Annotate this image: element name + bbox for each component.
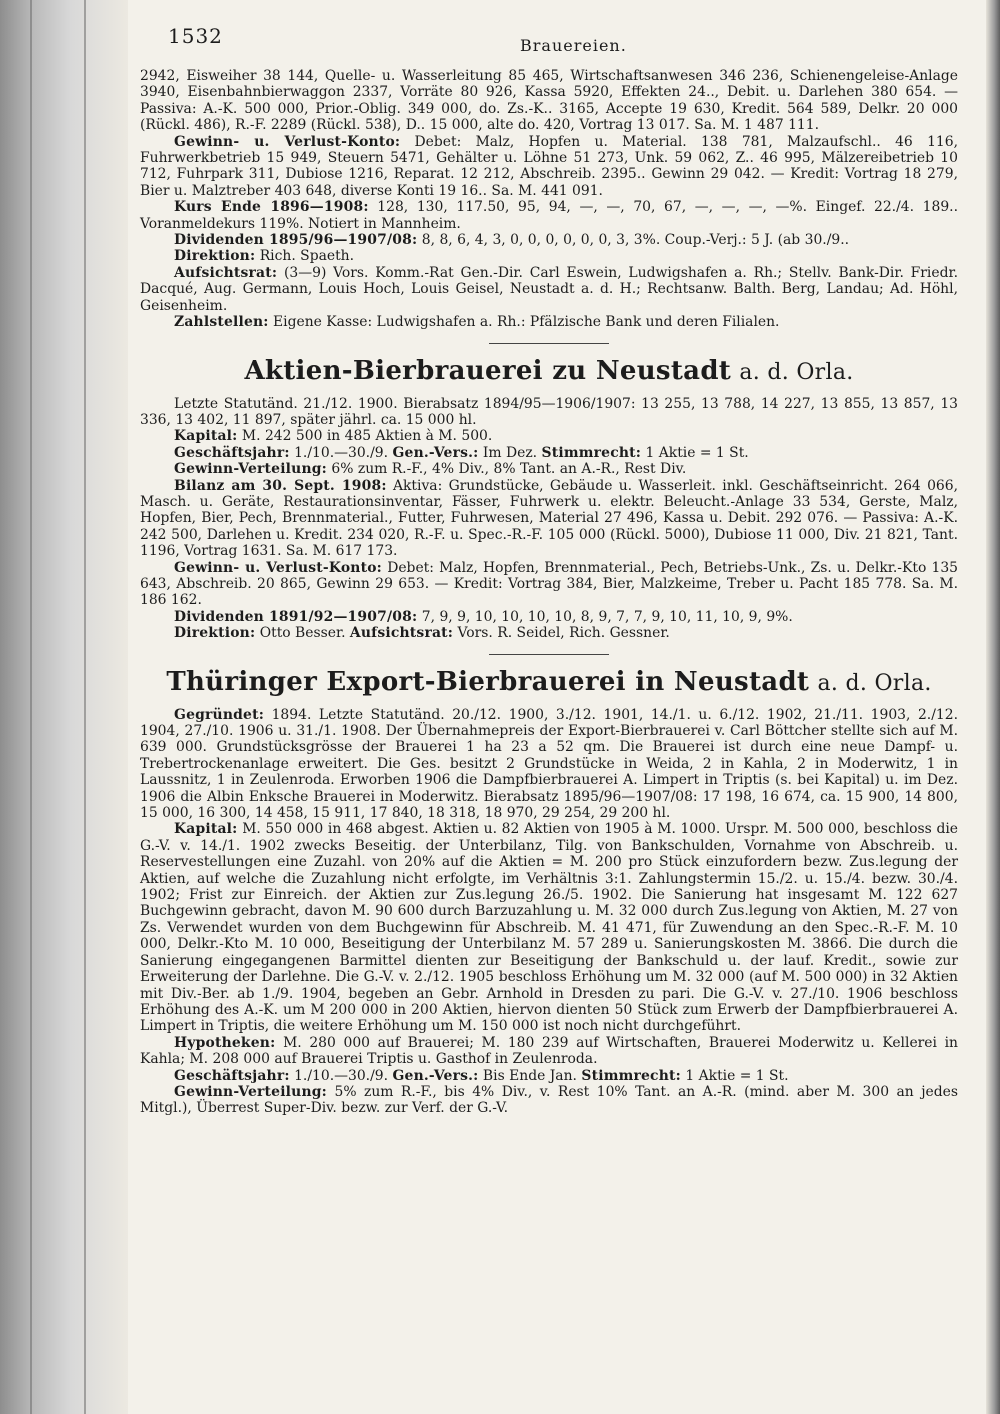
capital-entry — [140, 428, 958, 444]
founded-text: 1894. Letzte Statutänd. 20./12. 1900, 3./12. 1901, 14./1. u. 6./12. 1902, 21./11. 1903, 2./12. 1904, 27./10. 1906 u. 31./1. 1908. Der Übernahmepreis der Export-Bierbrauerei v. Carl Böttcher stellte sich auf M. 639 000. Grundstücksgrösse der Brauerei 1 ha 23 a 52 qm. Die Brauerei ist durch eine neue Dampf- u. Trebertrockenanlage erweitert. Die Ges. besitzt 2 Grundstücke in Weida, 2 in Kahla, 2 in Moderwitz, 1 in Laussnitz, 1 in Zeulenroda. Erworben 1906 die Dampfbierbrauerei A. Limpert in Triptis (s. bei Kapital) u. im Dez. 1906 die Albin Enksche Brauerei in Moderwitz. Bierabsatz 1895/96—1907/08: 17 198, 16 674, ca. 15 900, 14 800, 15 000, 16 300, 14 458, 15 911, 17 840, 18 318, 18 970, 29 254, 29 200 hl. — [140, 706, 958, 822]
dividends-entry — [140, 232, 958, 248]
supervisory-board-label: Aufsichtsrat: — [174, 264, 278, 281]
fiscal-year-label: Geschäftsjahr: — [174, 444, 290, 461]
capital-text: M. 242 500 in 485 Aktien à M. 500. — [241, 428, 493, 445]
dividends-entry — [140, 609, 958, 625]
page-number: 1532 — [168, 24, 223, 48]
general-meeting-label: Gen.-Vers.: — [392, 444, 479, 461]
profit-loss-text: Debet: Malz, Hopfen, Brennmaterial., Pech, Betriebs-Unk., Zs. u. Delkr.-Kto 135 643, Abschreib. 20 865, Gewinn 29 653. — Kredit: Vortrag 384, Bier, Malzkeime, Treber u. Pacht 185 778. Sa. M. 186 162. — [140, 559, 958, 609]
management-label: Direktion: — [174, 625, 256, 642]
fiscal-year-text: 1./10.—30./9. — [294, 444, 389, 461]
profit-loss-label: Gewinn- u. Verlust-Konto: — [174, 133, 401, 150]
mortgages-text: M. 280 000 auf Brauerei; M. 180 239 auf Wirtschaften, Brauerei Moderwitz u. Kellerei in Kahla; M. 208 000 auf Brauerei Triptis u. Gasthof in Zeulenroda. — [140, 1034, 958, 1068]
profit-distribution-entry — [140, 461, 958, 477]
founded-label: Gegründet: — [174, 706, 265, 723]
mortgages-label: Hypotheken: — [174, 1034, 276, 1051]
paying-agents-label: Zahlstellen: — [174, 314, 269, 331]
profit-distribution-entry — [140, 1084, 958, 1117]
general-meeting-label: Gen.-Vers.: — [392, 1067, 479, 1084]
fiscal-year-label: Geschäftsjahr: — [174, 1067, 290, 1084]
profit-loss-entry — [140, 560, 958, 609]
management-text: Otto Besser. — [259, 625, 346, 642]
company-location: a. d. Orla. — [817, 670, 932, 696]
balance-sheet-text: Aktiva: Grundstücke, Gebäude u. Wasserleit. inkl. Geschäftseinricht. 264 066, Masch. u. Geräte, Restaurationsinventar, Fässer, Fuhrwerk u. elektr. Beleucht.-Anlage 33 534, Gerste, Malz, Hopfen, Bier, Pech, Brennmaterial., Futter, Fuhrwesen, Material 27 496, Kassa u. Debit. 292 076. — Passiva: A.-K. 242 500, Darlehen u. Kredit. 234 020, R.-F. u. Spec.-R.-F. 105 000 (Rückl. 5000), Dubiose 11 000, Div. 21 821, Tant. 1196, Vortrag 1631. Sa. M. 617 173. — [140, 477, 959, 560]
book-binding-shadow — [0, 0, 128, 1414]
section-thueringer-export — [140, 707, 958, 1117]
dividends-text: 8, 8, 6, 4, 3, 0, 0, 0, 0, 0, 0, 3, 3%. Coup.-Verj.: 5 J. (ab 30./9.. — [421, 232, 850, 249]
running-title: Brauereien. — [520, 36, 627, 55]
dividends-label: Dividenden 1891/92—1907/08: — [174, 608, 418, 625]
page-header — [140, 18, 958, 54]
intro-text: Letzte Statutänd. 21./12. 1900. Bierabsatz 1894/95—1906/1907: 13 255, 13 788, 14 227, 13 855, 13 857, 13 336, 13 402, 11 897, später jährl. ca. 15 000 hl. — [140, 395, 958, 428]
section-divider — [489, 654, 609, 655]
management-entry — [140, 625, 958, 641]
paying-agents-entry — [140, 314, 958, 330]
profit-distribution-text: 5% zum R.-F., bis 4% Div., v. Rest 10% Tant. an A.-R. (mind. aber M. 300 an jedes Mitgl.), Überrest Super-Div. bezw. zur Verf. der G.-V. — [140, 1083, 959, 1117]
capital-label: Kapital: — [174, 821, 238, 838]
fiscal-meeting-entry — [140, 445, 958, 461]
paying-agents-text: Eigene Kasse: Ludwigshafen a. Rh.: Pfälzische Bank und deren Filialen. — [273, 314, 780, 331]
profit-distribution-label: Gewinn-Verteilung: — [174, 1083, 327, 1100]
company-title-aktien-bierbrauerei — [140, 356, 958, 388]
dividends-label: Dividenden 1895/96—1907/08: — [174, 232, 418, 249]
binding-fold-line — [84, 0, 86, 1414]
voting-right-label: Stimmrecht: — [541, 444, 642, 461]
balance-continuation: 2942, Eisweiher 38 144, Quelle- u. Wasserleitung 85 465, Wirtschaftsanwesen 346 236, Schienengeleise-Anlage 3940, Eisenbahnbierwaggon 2337, Vorräte 80 926, Kassa 5920, Effekten 24.., Debit. u. Darlehen 380 654. — Passiva: A.-K. 500 000, Prior.-Oblig. 349 000, do. Zs.-K.. 3165, Accepte 19 630, Kredit. 564 589, Delkr. 20 000 (Rückl. 486), R.-F. 2289 (Rückl. 538), D.. 15 000, alte do. 420, Vortrag 13 017. Sa. M. 1 487 111. — [140, 68, 958, 134]
voting-right-label: Stimmrecht: — [581, 1067, 681, 1084]
binding-fold-line — [30, 0, 32, 1414]
profit-loss-text: Debet: Malz, Hopfen u. Material. 138 781, Malzaufschl.. 46 116, Fuhrwerkbetrieb 15 949, Steuern 5471, Gehälter u. Löhne 51 273, Unk. 59 062, Z.. 46 995, Mälzereibetrieb 10 712, Fuhrpark 311, Dubiose 1216, Reparat. 12 212, Abschreib. 2395.. Gewinn 29 042. — Kredit: Vortrag 18 279, Bier u. Malztreber 403 648, diverse Konti 19 16.. Sa. M. 441 091. — [140, 133, 958, 199]
supervisory-board-text: Vors. R. Seidel, Rich. Gessner. — [457, 625, 670, 642]
profit-loss-entry — [140, 134, 958, 200]
profit-loss-label: Gewinn- u. Verlust-Konto: — [174, 559, 383, 576]
general-meeting-text: Bis Ende Jan. — [482, 1067, 577, 1084]
capital-text: M. 550 000 in 468 abgest. Aktien u. 82 Aktien von 1905 à M. 1000. Urspr. M. 500 000, beschloss die G.-V. v. 14./1. 1902 zwecks Beseitig. der Unterbilanz, Tilg. von Bankschulden, Vornahme von Abschreib. u. Reservestellungen eine Zuzahl. von 20% auf die Aktien = M. 200 pro Stück einzufordern bezw. Zus.legung der Aktien, auf welche die Zuzahlung nicht erfolgte, im Verhältnis 3:1. Zahlungstermin 15./2. u. 15./4. bezw. 30./4. 1902; Frist zur Einreich. der Aktien zur Zus.legung 26./5. 1902. Die Sanierung hat insgesamt M. 122 627 Buchgewinn gebracht, davon M. 90 600 durch Barzuzahlung u. M. 32 000 durch Zus.legung von Aktien, M. 27 von Zs. Verwendet wurden von dem Buchgewinn für Abschreib. M. 41 471, für Zuwendung an den Spec.-R.-F. M. 10 000, Delkr.-Kto M. 10 000, Beseitigung der Unterbilanz M. 57 289 u. Sanierungskosten M. 3866. Die durch die Sanierung eingegangenen Barmittel dienten zur Beseitigung der Bankschuld u. der lauf. Kredit., sowie zur Erweiterung der Darlehne. Die G.-V. v. 2./12. 1905 beschloss Erhöhung um M. 32 000 (auf M. 500 000) in 32 Aktien mit Div.-Ber. ab 1./9. 1904, begeben an Gebr. Arnhold in Dresden zu pari. Die G.-V. v. 27./10. 1906 beschloss Erhöhung des A.-K. um M 200 000 in 200 Aktien, hiervon dienten 50 Stück zum Erwerb der Dampfbierbrauerei A. Limpert in Triptis, die weitere Erhöhung um M. 150 000 ist noch nicht durchgeführt. — [140, 821, 959, 1035]
mortgages-entry — [140, 1035, 958, 1068]
profit-distribution-text: 6% zum R.-F., 4% Div., 8% Tant. an A.-R., Rest Div. — [331, 461, 687, 478]
company-name: Thüringer Export-Bierbrauerei in Neustadt — [166, 666, 810, 697]
page-edge-shadow — [986, 0, 1000, 1414]
section-divider — [489, 343, 609, 344]
supervisory-board-label: Aufsichtsrat: — [349, 625, 454, 642]
balance-sheet-entry — [140, 478, 958, 560]
capital-label: Kapital: — [174, 428, 238, 445]
price-history-entry — [140, 199, 958, 232]
price-history-text: 128, 130, 117.50, 95, 94, —, —, 70, 67, —, —, —, —%. Eingef. 22./4. 189.. Voranmeldekurs 119%. Notiert in Mannheim. — [140, 199, 958, 232]
section-continued-company — [140, 68, 958, 331]
price-history-label: Kurs Ende 1896—1908: — [174, 199, 369, 216]
section-aktien-bierbrauerei — [140, 396, 958, 642]
management-entry — [140, 248, 958, 264]
management-text: Rich. Spaeth. — [259, 248, 355, 265]
capital-entry — [140, 821, 958, 1034]
voting-right-text: 1 Aktie = 1 St. — [685, 1067, 789, 1084]
document-page — [140, 18, 958, 1408]
voting-right-text: 1 Aktie = 1 St. — [645, 444, 749, 461]
dividends-text: 7, 9, 9, 10, 10, 10, 10, 8, 9, 7, 7, 9, 10, 11, 10, 9, 9%. — [421, 608, 793, 625]
general-meeting-text: Im Dez. — [482, 444, 538, 461]
supervisory-board-text: (3—9) Vors. Komm.-Rat Gen.-Dir. Carl Eswein, Ludwigshafen a. Rh.; Stellv. Bank-Dir. Friedr. Dacqué, Aug. Germann, Louis Hoch, Louis Geisel, Neustadt a. d. H.; Rechtsanw. Balth. Berg, Landau; Ad. Höhl, Geisenheim. — [140, 264, 958, 314]
balance-sheet-label: Bilanz am 30. Sept. 1908: — [174, 477, 387, 494]
company-location: a. d. Orla. — [739, 359, 854, 385]
company-name: Aktien-Bierbrauerei zu Neustadt — [244, 355, 732, 386]
management-label: Direktion: — [174, 248, 256, 265]
profit-distribution-label: Gewinn-Verteilung: — [174, 461, 327, 478]
fiscal-year-text: 1./10.—30./9. — [294, 1067, 389, 1084]
founded-entry — [140, 707, 958, 822]
supervisory-board-entry — [140, 265, 958, 314]
company-title-thueringer-export — [140, 667, 958, 699]
fiscal-meeting-entry — [140, 1068, 958, 1084]
